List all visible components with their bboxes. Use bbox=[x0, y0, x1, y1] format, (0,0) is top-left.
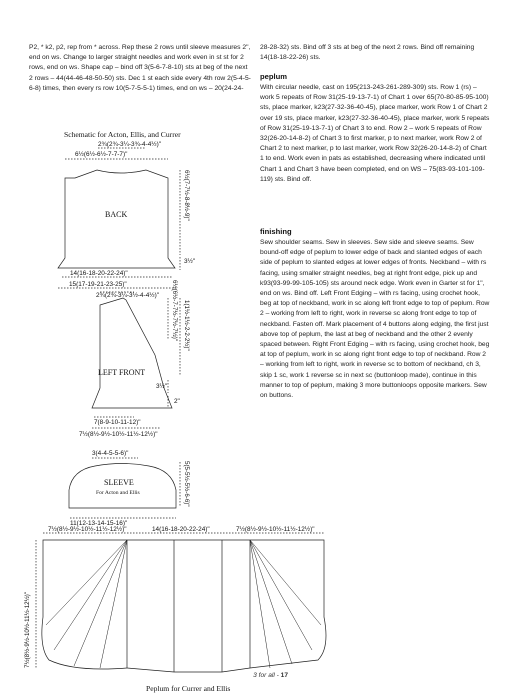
front-neck-depth-label: 1(1½-1½-2-2-2½)" bbox=[183, 300, 190, 351]
front-outline bbox=[92, 298, 172, 408]
peplum-top-right-label: 7½(8½-9½-10½-11½-12½)" bbox=[236, 526, 315, 533]
peplum-side-label: 7½(8½-9½-10½-11½-12½)" bbox=[24, 591, 31, 668]
peplum-text: With circular needle, cast on 195(213-243-261-289-309) sts. Row 1 (rs) – work 5 repeats of Row 31(25-19-13-7-1) of Chart 1 over 65(70-80-85-95-100) sts, place marker, k23(27-32-36-40-45), place marker, work Row 1 of Chart 2 over 19 sts, place marker, k23(27-32-36-40-45), place marker, work 5 repeats of Row 31(25-19-13-7-1) of Chart 3 to end. Row 2 – work 5 repeats of Row 32(26-20-14-8-2) of Chart 3 to first marker, p to next marker, work Row 2 of Chart 2 to next marker, p to last marker, work Row 32(26-20-14-8-2) of Chart 1 to end. Work even in pats as established, decreasing where indicated until Chart 1 and Chart 3 have been completed, end on WS – 75(83-93-101-109-119) sts. Bind off. bbox=[260, 84, 490, 183]
back-side-label: 3½" bbox=[184, 258, 196, 265]
front-width-label: 7(8-9-10-11-12)" bbox=[94, 419, 141, 426]
sleeve-bottom-label: 11(12-13-14-15-16)" bbox=[70, 520, 128, 527]
peplum-top-left-label: 7½(8½-9½-10½-11½-12½)" bbox=[48, 526, 127, 533]
back-hip-label: 15(17-19-21-23-25)" bbox=[69, 281, 127, 288]
finishing-text: Sew shoulder seams. Sew in sleeves. Sew side and sleeve seams. Sew bound-off edge of peplum to lower edge of back and slanted edges of each side of peplum to slanted edges at lower edges of fronts. Neckband – with rs facing, using smaller straight needles, beg at right front edge, pick up and k93(93-99-99-105-105) sts around neck edge. Work even in Garter st for 1", end on ws. Bind off. Left Front Edging – with rs facing, using crochet hook, beg at top of neckband, work in sc along left front edge to top of peplum. Row 2 – working from left to right, work in reverse sc along front edge to top of neckband. Fasten off. Mark placement of 4 buttons along edging, the first just above top of peplum, the last at beg of neckband and the other 2 evenly spaced between. Right Front Edging – with rs facing, using crochet hook, beg at top of peplum, work in sc along right front edge to top of neckband. Row 2 – working from left to right, work in reverse sc to bottom of neckband, ch 3, skip 1 sc, work 1 reverse sc in next sc (buttonloop made), continue in this manner to top of peplum, making 3 more buttonloops opposite markers. Sew on buttons. bbox=[260, 239, 490, 400]
front-lower-label: 2" bbox=[174, 398, 180, 405]
peplum-left-flare-lines bbox=[46, 540, 127, 668]
back-neck-label: 2¾(2¾-3¼-3¾-4-4½)" bbox=[98, 141, 162, 148]
schematic-title: Schematic for Acton, Ellis, and Currer bbox=[64, 130, 181, 139]
front-side-label: 3½" bbox=[156, 383, 168, 390]
front-piece-label: LEFT FRONT bbox=[98, 368, 146, 377]
back-waist-label: 14(16-18-20-22-24)" bbox=[70, 270, 128, 277]
front-shoulder-label: 2¾(2¾-3¼-3½-4-4½)" bbox=[96, 292, 160, 299]
sleeve-cap-continued-text: 28-28-32) sts. Bind off 3 sts at beg of the next 2 rows. Bind off remaining 14(18-18-22-26) sts. bbox=[260, 44, 475, 62]
peplum-top-center-label: 14(16-18-20-22-24)" bbox=[152, 526, 210, 533]
sleeve-cap-label: 5(5-5½-5½-6-6)" bbox=[183, 461, 190, 507]
page-footer bbox=[0, 672, 516, 682]
peplum-title: Peplum for Currer and Ellis bbox=[146, 684, 231, 693]
sleeve-piece-sublabel: For Acton and Ellis bbox=[96, 490, 140, 496]
peplum-outline bbox=[42, 540, 326, 672]
sleeve-top-label: 3(4-4-5-5-6)" bbox=[92, 450, 129, 457]
back-outline bbox=[58, 170, 175, 268]
finishing-heading: finishing bbox=[260, 227, 292, 236]
peplum-heading: peplum bbox=[260, 72, 288, 81]
sleeve-instructions-text: P2, * k2, p2, rep from * across. Rep these 2 rows until sleeve measures 2", end on ws. Change to larger straight needles and work even in st st for 2 rows, end on ws. Shape cap – bind off 3(5-6-7-8-10) sts at beg of the next 2 rows – 44(44-46-48-50-50) sts. Dec 1 st each side every 4th row 2(5-4-5-6-8) times, then every rs row 10(5-7-5-5-1) times, end on ws – 20(24-24- bbox=[29, 44, 251, 92]
back-piece-label: BACK bbox=[105, 210, 128, 219]
back-shoulder-label: 6½(6½-6½-7-7-7)" bbox=[75, 151, 128, 158]
footer-label: 3 for all - 17 bbox=[253, 672, 288, 679]
page-number: 17 bbox=[280, 672, 288, 679]
back-armhole-label: 6½(7-7½-8-8½-9)" bbox=[183, 170, 190, 221]
sleeve-piece-label: SLEEVE bbox=[104, 478, 134, 487]
front-hip-label: 7½(8½-9½-10½-11½-12½)" bbox=[79, 431, 158, 438]
front-armhole-label: 6½(6½-7-7½-7½-7½)" bbox=[171, 280, 178, 342]
peplum-right-flare-lines bbox=[250, 540, 321, 668]
